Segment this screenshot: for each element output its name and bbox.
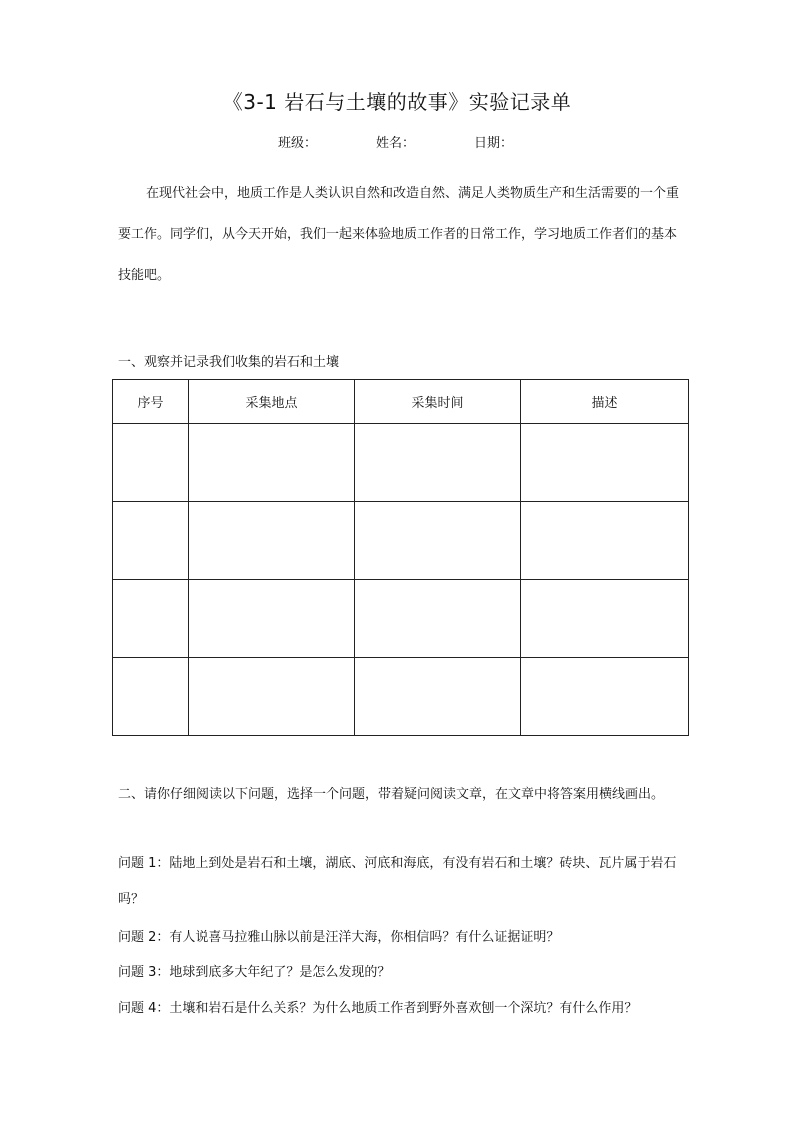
table-cell[interactable] [355,424,521,502]
intro-paragraph: 在现代社会中，地质工作是人类认识自然和改造自然、满足人类物质生产和生活需要的一个重要工作。同学们，从今天开始，我们一起来体验地质工作者的日常工作，学习地质工作者们的基本技能吧。 [118,186,680,283]
class-label: 班级： [278,136,318,151]
table-cell[interactable] [355,580,521,658]
table-cell[interactable] [521,658,689,736]
table-header-row [113,380,689,424]
table-cell[interactable] [113,424,189,502]
page-title: 《3-1 岩石与土壤的故事》实验记录单 [222,90,572,114]
col-header-location: 采集地点 [189,380,355,424]
date-label: 日期： [474,136,514,151]
table-cell[interactable] [189,424,355,502]
col-header-time: 采集时间 [355,380,521,424]
table-row [113,658,689,736]
table-cell[interactable] [189,658,355,736]
table-cell[interactable] [521,502,689,580]
section-1-heading: 一、观察并记录我们收集的岩石和土壤 [118,355,340,370]
col-header-description: 描述 [521,380,689,424]
name-label: 姓名： [376,136,416,151]
table-cell[interactable] [355,502,521,580]
table-cell[interactable] [113,580,189,658]
table-cell[interactable] [521,424,689,502]
table-row [113,424,689,502]
question-2: 问题 2：有人说喜马拉雅山脉以前是汪洋大海，你相信吗？有什么证据证明？ [118,930,560,945]
question-3: 问题 3：地球到底多大年纪了？是怎么发现的？ [118,965,391,980]
table-cell[interactable] [189,502,355,580]
table-cell[interactable] [355,658,521,736]
record-table [112,379,689,736]
question-1: 问题 1：陆地上到处是岩石和土壤，湖底、河底和海底，有没有岩石和土壤？砖块、瓦片属于岩石吗？ [118,856,677,907]
section-2-heading: 二、请你仔细阅读以下问题，选择一个问题，带着疑问阅读文章，在文章中将答案用横线画出。 [118,787,665,802]
table-cell[interactable] [113,502,189,580]
table-cell[interactable] [189,580,355,658]
table-row [113,502,689,580]
table-row [113,580,689,658]
table-cell[interactable] [113,658,189,736]
col-header-index: 序号 [113,380,189,424]
question-4: 问题 4：土壤和岩石是什么关系？为什么地质工作者到野外喜欢刨一个深坑？有什么作用？ [118,1001,638,1016]
table-cell[interactable] [521,580,689,658]
